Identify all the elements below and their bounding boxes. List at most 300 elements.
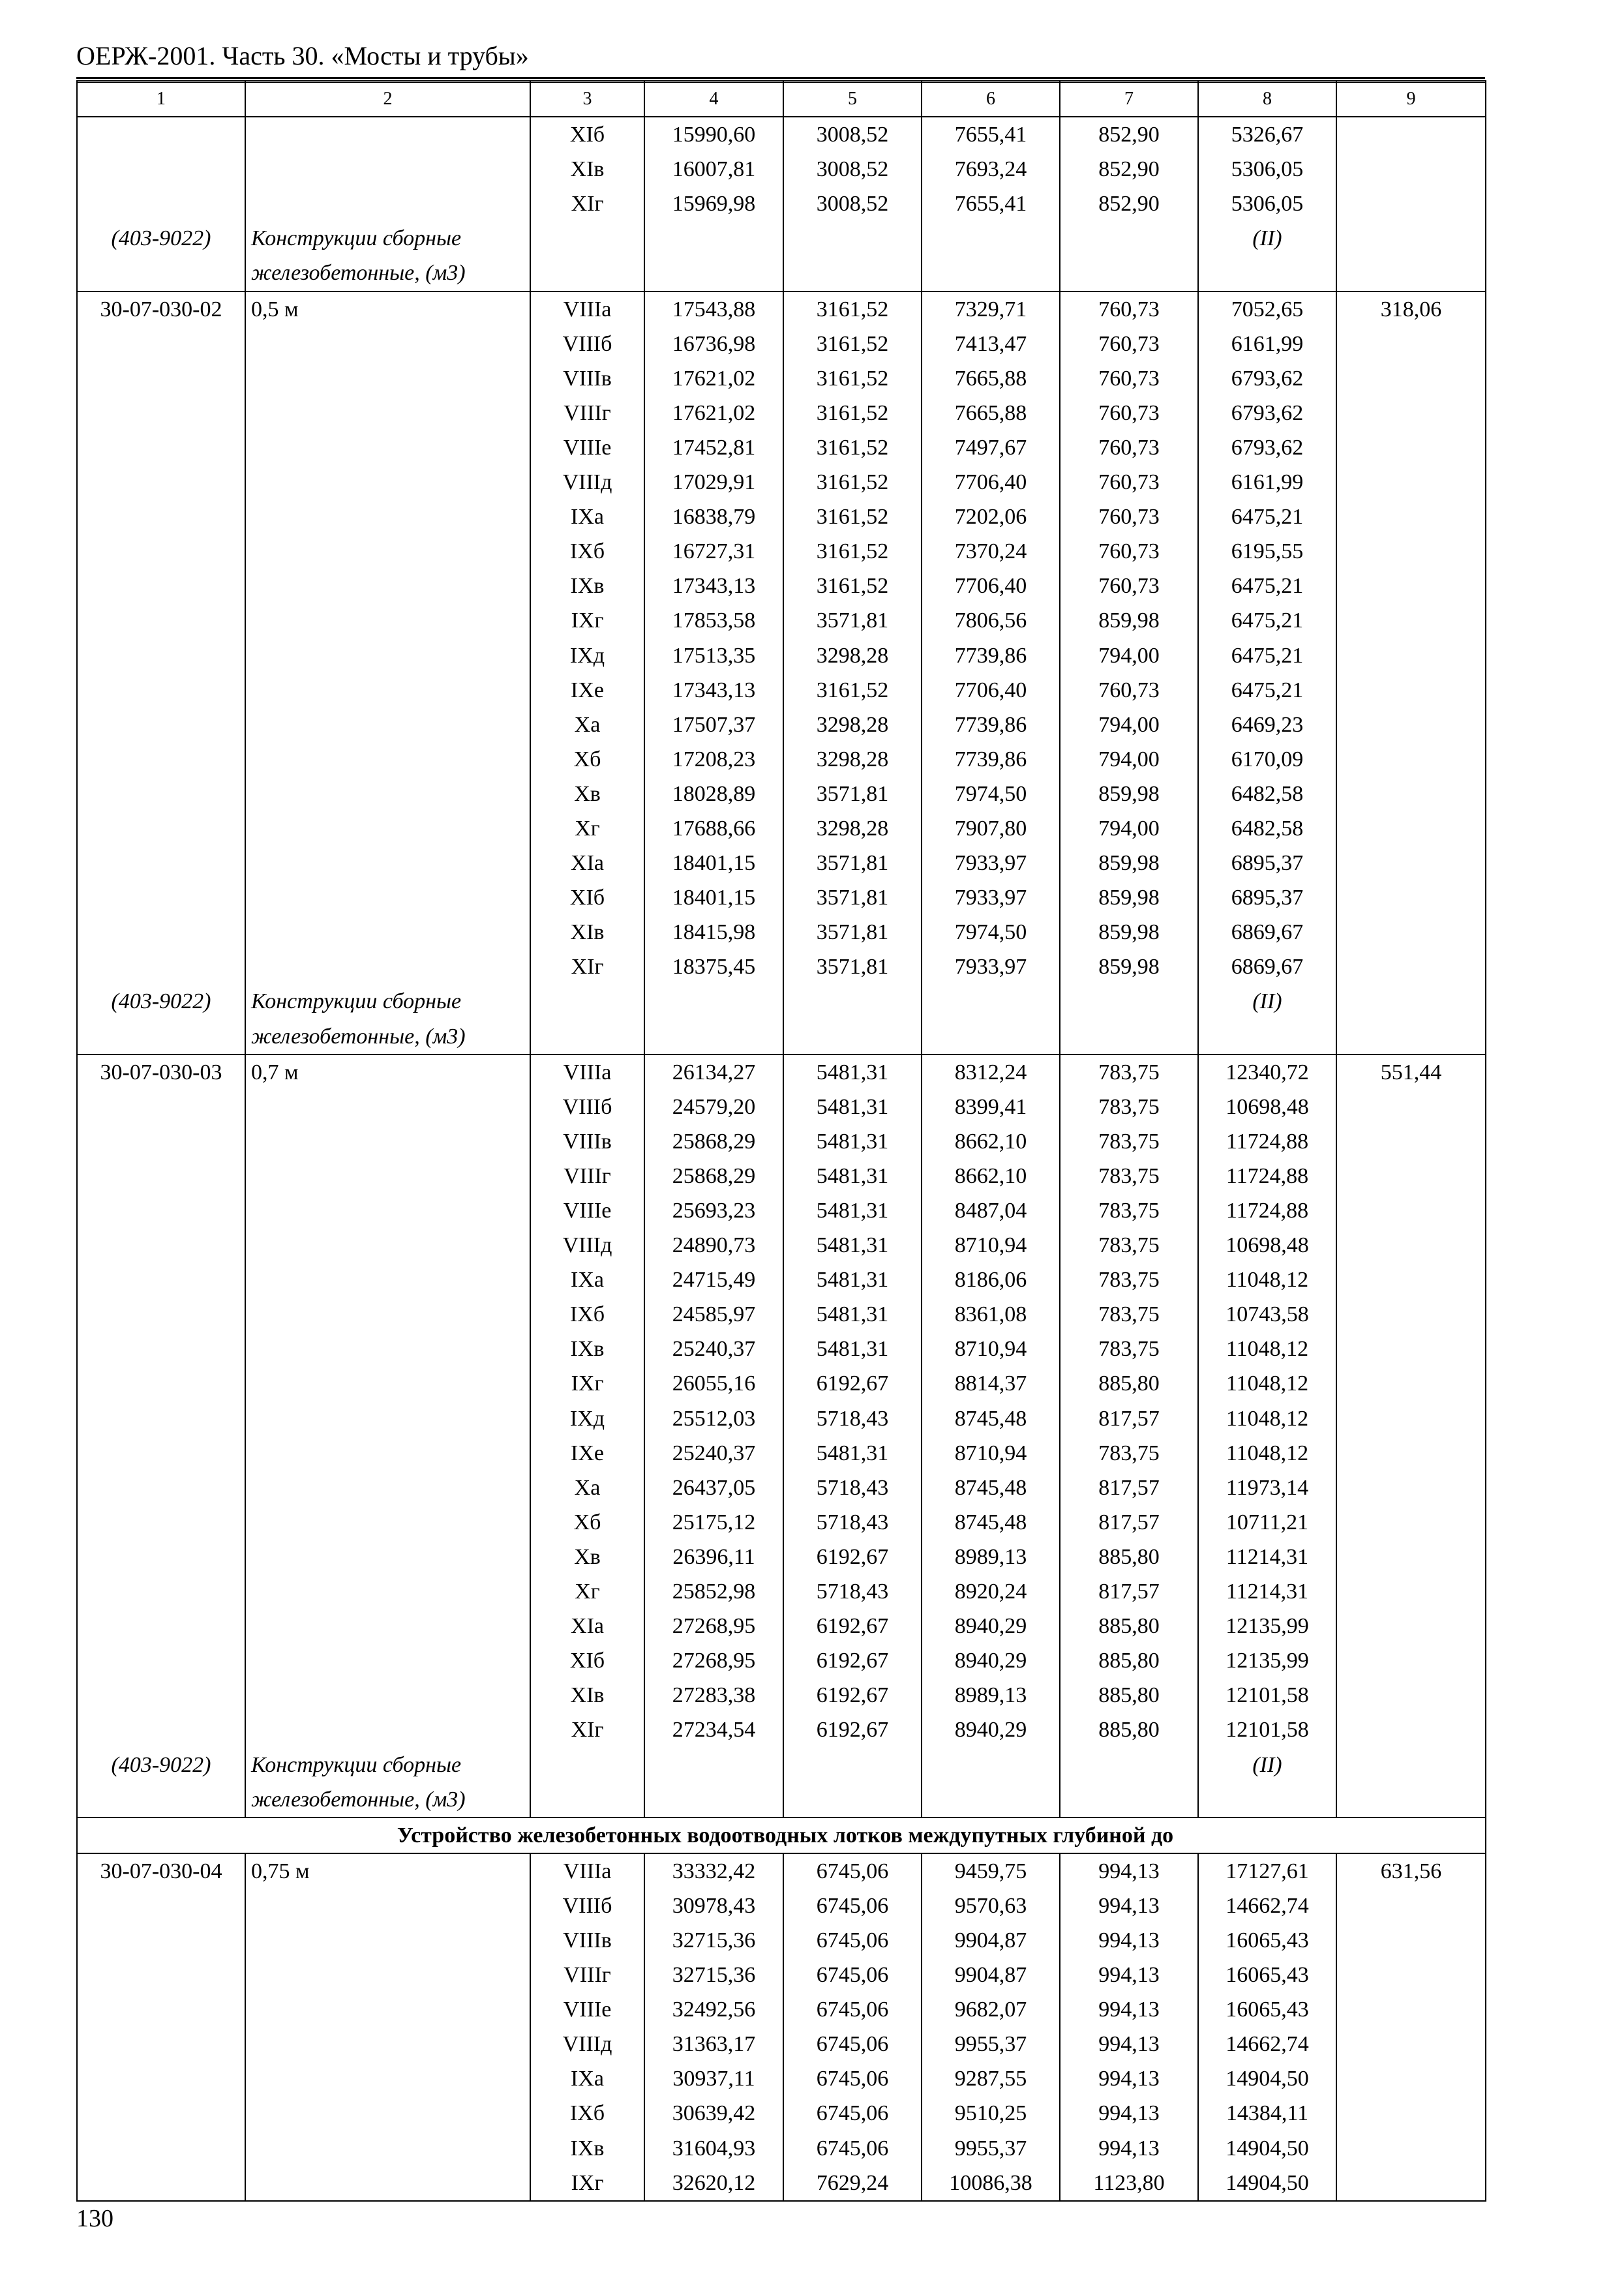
header-rule (76, 77, 1485, 79)
direct-cost-cell: 25512,03 (644, 1401, 783, 1436)
resource-note-row (77, 984, 1486, 1054)
materials-cell: 11048,12 (1198, 1401, 1336, 1436)
table-row (77, 1124, 1486, 1159)
wages-cell: 6745,06 (783, 1923, 922, 1958)
column-number: 3 (530, 81, 644, 117)
table-row (77, 915, 1486, 950)
wages-cell: 6192,67 (783, 1713, 922, 1747)
operator-wages-cell: 885,80 (1060, 1643, 1198, 1678)
column-number: 2 (245, 81, 530, 117)
machinery-cell: 7739,86 (922, 742, 1060, 777)
direct-cost-cell: 31363,17 (644, 2027, 783, 2061)
machinery-cell: 8710,94 (922, 1436, 1060, 1471)
labor-cell (1336, 534, 1486, 569)
description-cell (245, 673, 530, 708)
zone-cell: IXг (530, 1366, 644, 1401)
operator-wages-cell: 760,73 (1060, 569, 1198, 603)
zone-cell: IXa (530, 2061, 644, 2096)
labor-cell (1336, 638, 1486, 673)
labor-cell: 318,06 (1336, 292, 1486, 327)
operator-wages-cell: 994,13 (1060, 1889, 1198, 1923)
zone-cell: IXб (530, 1297, 644, 1332)
direct-cost-cell: 27268,95 (644, 1609, 783, 1643)
description-cell: 0,75 м (245, 1853, 530, 1889)
code-cell (77, 1678, 245, 1713)
machinery-cell: 7706,40 (922, 673, 1060, 708)
direct-cost-cell: 24715,49 (644, 1263, 783, 1297)
labor-cell (1336, 880, 1486, 915)
operator-wages-cell: 994,13 (1060, 1853, 1198, 1889)
page-header (76, 38, 1485, 83)
direct-cost-cell: 17343,13 (644, 673, 783, 708)
machinery-cell (922, 221, 1060, 291)
machinery-cell: 9904,87 (922, 1958, 1060, 1992)
zone-cell: IXe (530, 673, 644, 708)
column-number: 5 (783, 81, 922, 117)
zone-cell: Xв (530, 1540, 644, 1574)
table-row (77, 1366, 1486, 1401)
materials-cell: 17127,61 (1198, 1853, 1336, 1889)
labor-cell (1336, 984, 1486, 1054)
operator-wages-cell: 783,75 (1060, 1297, 1198, 1332)
operator-wages-cell: 994,13 (1060, 2027, 1198, 2061)
materials-cell: 6475,21 (1198, 500, 1336, 534)
code-cell (77, 1889, 245, 1923)
direct-cost-cell: 25868,29 (644, 1124, 783, 1159)
table-row (77, 1263, 1486, 1297)
wages-cell: 3571,81 (783, 950, 922, 984)
table-row (77, 777, 1486, 811)
wages-cell: 3161,52 (783, 465, 922, 500)
labor-cell (1336, 2096, 1486, 2131)
operator-wages-cell: 852,90 (1060, 117, 1198, 152)
wages-cell: 3161,52 (783, 569, 922, 603)
wages-cell: 3571,81 (783, 777, 922, 811)
rates-table-container (76, 80, 1486, 2202)
code-cell (77, 1958, 245, 1992)
zone-cell: VIIIa (530, 1853, 644, 1889)
materials-cell: 14662,74 (1198, 1889, 1336, 1923)
zone-cell: VIIIб (530, 1090, 644, 1124)
operator-wages-cell: 859,98 (1060, 846, 1198, 880)
zone-cell: VIIIa (530, 292, 644, 327)
zone-cell: IXб (530, 2096, 644, 2131)
zone-cell: VIIIe (530, 1193, 644, 1228)
operator-wages-cell: 760,73 (1060, 534, 1198, 569)
table-row (77, 1853, 1486, 1889)
wages-cell: 3161,52 (783, 292, 922, 327)
operator-wages-cell: 783,75 (1060, 1228, 1198, 1263)
machinery-cell: 8312,24 (922, 1055, 1060, 1090)
code-cell (77, 1332, 245, 1366)
machinery-cell: 8745,48 (922, 1471, 1060, 1505)
labor-cell (1336, 1436, 1486, 1471)
code-cell (77, 742, 245, 777)
code-cell (77, 465, 245, 500)
labor-cell (1336, 1992, 1486, 2027)
machinery-cell: 8399,41 (922, 1090, 1060, 1124)
labor-cell: 631,56 (1336, 1853, 1486, 1889)
description-cell: 0,5 м (245, 292, 530, 327)
direct-cost-cell: 33332,42 (644, 1853, 783, 1889)
machinery-cell: 7806,56 (922, 603, 1060, 638)
machinery-cell: 7907,80 (922, 811, 1060, 846)
machinery-cell: 8710,94 (922, 1332, 1060, 1366)
direct-cost-cell: 30937,11 (644, 2061, 783, 2096)
wages-cell: 5481,31 (783, 1124, 922, 1159)
wages-cell: 3161,52 (783, 500, 922, 534)
wages-cell (783, 1748, 922, 1818)
table-row (77, 1193, 1486, 1228)
zone-cell: VIIIг (530, 396, 644, 430)
direct-cost-cell: 16838,79 (644, 500, 783, 534)
materials-cell: 6475,21 (1198, 569, 1336, 603)
description-cell (245, 915, 530, 950)
machinery-cell (922, 984, 1060, 1054)
table-row (77, 534, 1486, 569)
description-cell (245, 2027, 530, 2061)
zone-cell: XIг (530, 187, 644, 221)
direct-cost-cell: 32715,36 (644, 1923, 783, 1958)
operator-wages-cell: 994,13 (1060, 1958, 1198, 1992)
operator-wages-cell: 760,73 (1060, 396, 1198, 430)
description-cell (245, 638, 530, 673)
machinery-cell: 9904,87 (922, 1923, 1060, 1958)
direct-cost-cell: 25240,37 (644, 1436, 783, 1471)
description-cell (245, 1958, 530, 1992)
direct-cost-cell: 24579,20 (644, 1090, 783, 1124)
machinery-cell: 8710,94 (922, 1228, 1060, 1263)
labor-cell (1336, 1332, 1486, 1366)
code-cell (77, 1643, 245, 1678)
labor-cell (1336, 1609, 1486, 1643)
zone-cell: VIIIд (530, 465, 644, 500)
wages-cell: 6192,67 (783, 1643, 922, 1678)
labor-cell (1336, 2131, 1486, 2166)
zone-cell: VIIIe (530, 430, 644, 465)
materials-cell: 7052,65 (1198, 292, 1336, 327)
direct-cost-cell: 17688,66 (644, 811, 783, 846)
table-row (77, 708, 1486, 742)
code-cell (77, 1609, 245, 1643)
operator-wages-cell: 885,80 (1060, 1678, 1198, 1713)
page-number: 130 (76, 2205, 113, 2232)
operator-wages-cell: 859,98 (1060, 777, 1198, 811)
direct-cost-cell: 17343,13 (644, 569, 783, 603)
wages-cell: 3161,52 (783, 327, 922, 361)
direct-cost-cell: 30978,43 (644, 1889, 783, 1923)
labor-cell (1336, 777, 1486, 811)
operator-wages-cell: 760,73 (1060, 500, 1198, 534)
machinery-cell: 9682,07 (922, 1992, 1060, 2027)
operator-wages-cell: 794,00 (1060, 638, 1198, 673)
zone-cell: XIв (530, 1678, 644, 1713)
direct-cost-cell: 26134,27 (644, 1055, 783, 1090)
materials-cell: (II) (1198, 1748, 1336, 1818)
zone-cell: XIб (530, 1643, 644, 1678)
zone-cell: XIб (530, 117, 644, 152)
direct-cost-cell: 18375,45 (644, 950, 783, 984)
description-cell (245, 1332, 530, 1366)
direct-cost-cell: 18401,15 (644, 880, 783, 915)
operator-wages-cell: 885,80 (1060, 1609, 1198, 1643)
labor-cell (1336, 811, 1486, 846)
resource-note-row (77, 221, 1486, 291)
zone-cell: XIa (530, 846, 644, 880)
direct-cost-cell: 18028,89 (644, 777, 783, 811)
labor-cell (1336, 1263, 1486, 1297)
labor-cell (1336, 396, 1486, 430)
zone-cell (530, 221, 644, 291)
operator-wages-cell: 859,98 (1060, 880, 1198, 915)
code-cell (77, 1574, 245, 1609)
wages-cell: 6745,06 (783, 1889, 922, 1923)
wages-cell: 3161,52 (783, 396, 922, 430)
description-cell (245, 1090, 530, 1124)
machinery-cell: 9510,25 (922, 2096, 1060, 2131)
machinery-cell: 7706,40 (922, 569, 1060, 603)
direct-cost-cell: 17452,81 (644, 430, 783, 465)
description-cell (245, 1297, 530, 1332)
zone-cell: XIв (530, 915, 644, 950)
description-cell (245, 1540, 530, 1574)
table-row (77, 1228, 1486, 1263)
direct-cost-cell: 25175,12 (644, 1505, 783, 1540)
description-cell: Конструкции сборные железобетонные, (м3) (245, 984, 530, 1054)
wages-cell: 3298,28 (783, 742, 922, 777)
operator-wages-cell: 817,57 (1060, 1574, 1198, 1609)
machinery-cell: 7739,86 (922, 638, 1060, 673)
wages-cell: 3571,81 (783, 846, 922, 880)
zone-cell: XIг (530, 1713, 644, 1747)
description-cell (245, 500, 530, 534)
machinery-cell: 7665,88 (922, 396, 1060, 430)
machinery-cell: 8989,13 (922, 1678, 1060, 1713)
machinery-cell: 7693,24 (922, 152, 1060, 187)
labor-cell (1336, 569, 1486, 603)
description-cell (245, 2166, 530, 2201)
direct-cost-cell: 32715,36 (644, 1958, 783, 1992)
code-cell (77, 1124, 245, 1159)
description-cell (245, 777, 530, 811)
machinery-cell: 8940,29 (922, 1713, 1060, 1747)
section-heading-row (77, 1818, 1486, 1853)
direct-cost-cell: 17507,37 (644, 708, 783, 742)
section-heading: Устройство железобетонных водоотводных лотков междупутных глубиной до (77, 1818, 1486, 1853)
materials-cell: 11048,12 (1198, 1263, 1336, 1297)
materials-cell: 14904,50 (1198, 2131, 1336, 2166)
wages-cell: 6745,06 (783, 2027, 922, 2061)
operator-wages-cell: 859,98 (1060, 950, 1198, 984)
labor-cell (1336, 1159, 1486, 1193)
labor-cell (1336, 1193, 1486, 1228)
code-cell (77, 1366, 245, 1401)
operator-wages-cell: 852,90 (1060, 152, 1198, 187)
description-cell (245, 742, 530, 777)
description-cell (245, 1992, 530, 2027)
direct-cost-cell (644, 984, 783, 1054)
wages-cell: 5718,43 (783, 1471, 922, 1505)
direct-cost-cell: 27268,95 (644, 1643, 783, 1678)
labor-cell (1336, 1228, 1486, 1263)
machinery-cell: 7665,88 (922, 361, 1060, 396)
materials-cell: 6161,99 (1198, 327, 1336, 361)
code-cell (77, 430, 245, 465)
description-cell (245, 1401, 530, 1436)
code-cell: 30-07-030-02 (77, 292, 245, 327)
labor-cell (1336, 500, 1486, 534)
operator-wages-cell: 1123,80 (1060, 2166, 1198, 2201)
labor-cell (1336, 742, 1486, 777)
wages-cell: 3161,52 (783, 361, 922, 396)
labor-cell: 551,44 (1336, 1055, 1486, 1090)
machinery-cell: 9459,75 (922, 1853, 1060, 1889)
materials-cell: 5306,05 (1198, 187, 1336, 221)
table-row (77, 1540, 1486, 1574)
materials-cell: 6895,37 (1198, 880, 1336, 915)
rates-table (76, 80, 1486, 2202)
wages-cell: 3298,28 (783, 638, 922, 673)
operator-wages-cell: 859,98 (1060, 915, 1198, 950)
code-cell (77, 777, 245, 811)
document-title: ОЕРЖ-2001. Часть 30. «Мосты и трубы» (76, 41, 529, 70)
machinery-cell: 10086,38 (922, 2166, 1060, 2201)
wages-cell: 6192,67 (783, 1366, 922, 1401)
description-cell (245, 811, 530, 846)
materials-cell: 14904,50 (1198, 2166, 1336, 2201)
code-cell (77, 117, 245, 152)
operator-wages-cell: 994,13 (1060, 1923, 1198, 1958)
column-number: 8 (1198, 81, 1336, 117)
operator-wages-cell: 994,13 (1060, 2131, 1198, 2166)
labor-cell (1336, 673, 1486, 708)
table-row (77, 1090, 1486, 1124)
direct-cost-cell: 16007,81 (644, 152, 783, 187)
materials-cell: 6475,21 (1198, 673, 1336, 708)
code-cell (77, 846, 245, 880)
machinery-cell: 8814,37 (922, 1366, 1060, 1401)
direct-cost-cell: 17029,91 (644, 465, 783, 500)
materials-cell: 10743,58 (1198, 1297, 1336, 1332)
zone-cell: VIIIг (530, 1958, 644, 1992)
table-row (77, 603, 1486, 638)
machinery-cell: 8361,08 (922, 1297, 1060, 1332)
wages-cell: 6192,67 (783, 1609, 922, 1643)
table-row (77, 396, 1486, 430)
direct-cost-cell: 26396,11 (644, 1540, 783, 1574)
description-cell (245, 1678, 530, 1713)
direct-cost-cell: 16727,31 (644, 534, 783, 569)
description-cell (245, 1193, 530, 1228)
code-cell: (403-9022) (77, 1748, 245, 1818)
materials-cell: 14384,11 (1198, 2096, 1336, 2131)
zone-cell: Xв (530, 777, 644, 811)
materials-cell: 11048,12 (1198, 1436, 1336, 1471)
wages-cell: 3161,52 (783, 430, 922, 465)
wages-cell: 5481,31 (783, 1263, 922, 1297)
description-cell (245, 950, 530, 984)
machinery-cell: 9570,63 (922, 1889, 1060, 1923)
operator-wages-cell: 783,75 (1060, 1193, 1198, 1228)
labor-cell (1336, 2061, 1486, 2096)
labor-cell (1336, 1090, 1486, 1124)
description-cell (245, 1366, 530, 1401)
column-number-row (77, 81, 1486, 117)
wages-cell: 7629,24 (783, 2166, 922, 2201)
operator-wages-cell (1060, 984, 1198, 1054)
direct-cost-cell (644, 221, 783, 291)
operator-wages-cell: 994,13 (1060, 2096, 1198, 2131)
materials-cell: 6475,21 (1198, 638, 1336, 673)
materials-cell: 12340,72 (1198, 1055, 1336, 1090)
operator-wages-cell: 760,73 (1060, 327, 1198, 361)
wages-cell: 3571,81 (783, 880, 922, 915)
wages-cell: 5718,43 (783, 1505, 922, 1540)
code-cell (77, 152, 245, 187)
materials-cell: 11724,88 (1198, 1193, 1336, 1228)
direct-cost-cell: 25693,23 (644, 1193, 783, 1228)
description-cell: Конструкции сборные железобетонные, (м3) (245, 1748, 530, 1818)
machinery-cell: 8920,24 (922, 1574, 1060, 1609)
table-row (77, 465, 1486, 500)
labor-cell (1336, 1574, 1486, 1609)
zone-cell: IXв (530, 569, 644, 603)
code-cell: (403-9022) (77, 221, 245, 291)
wages-cell: 6745,06 (783, 1958, 922, 1992)
description-cell (245, 1609, 530, 1643)
table-row (77, 1471, 1486, 1505)
machinery-cell: 8745,48 (922, 1505, 1060, 1540)
zone-cell: VIIIв (530, 361, 644, 396)
zone-cell: IXa (530, 1263, 644, 1297)
direct-cost-cell: 27283,38 (644, 1678, 783, 1713)
machinery-cell: 7497,67 (922, 430, 1060, 465)
labor-cell (1336, 465, 1486, 500)
description-cell (245, 2061, 530, 2096)
description-cell: Конструкции сборные железобетонные, (м3) (245, 221, 530, 291)
direct-cost-cell: 26055,16 (644, 1366, 783, 1401)
code-cell (77, 1263, 245, 1297)
operator-wages-cell: 794,00 (1060, 708, 1198, 742)
table-row (77, 2096, 1486, 2131)
materials-cell: 6170,09 (1198, 742, 1336, 777)
machinery-cell: 8186,06 (922, 1263, 1060, 1297)
zone-cell: VIIIд (530, 1228, 644, 1263)
materials-cell: 10698,48 (1198, 1228, 1336, 1263)
code-cell (77, 2027, 245, 2061)
wages-cell: 5718,43 (783, 1574, 922, 1609)
direct-cost-cell (644, 1748, 783, 1818)
table-row (77, 638, 1486, 673)
machinery-cell: 7370,24 (922, 534, 1060, 569)
direct-cost-cell: 26437,05 (644, 1471, 783, 1505)
zone-cell: IXд (530, 638, 644, 673)
code-cell (77, 500, 245, 534)
description-cell (245, 152, 530, 187)
zone-cell: Xг (530, 1574, 644, 1609)
zone-cell: VIIIe (530, 1992, 644, 2027)
code-cell (77, 361, 245, 396)
materials-cell: 6482,58 (1198, 777, 1336, 811)
operator-wages-cell: 760,73 (1060, 361, 1198, 396)
machinery-cell: 9955,37 (922, 2131, 1060, 2166)
materials-cell: 6793,62 (1198, 430, 1336, 465)
code-cell (77, 811, 245, 846)
machinery-cell: 7655,41 (922, 117, 1060, 152)
machinery-cell: 8662,10 (922, 1159, 1060, 1193)
zone-cell: XIв (530, 152, 644, 187)
table-row (77, 1958, 1486, 1992)
